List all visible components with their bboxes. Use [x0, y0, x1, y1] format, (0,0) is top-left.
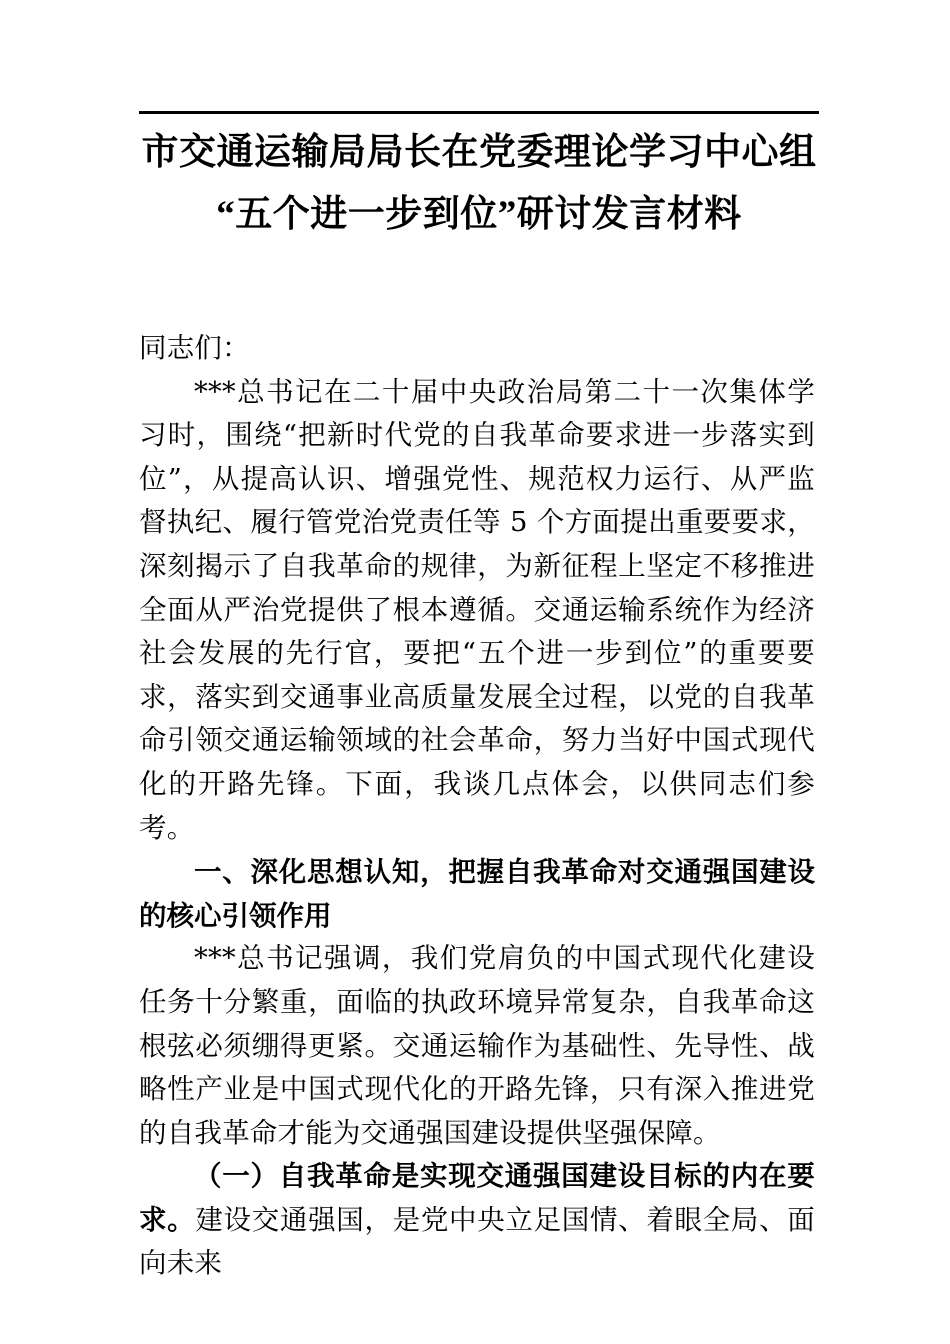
- subsection-body-text: 建设交通强国，是党中央立足国情、着眼全局、面向未来: [139, 1203, 815, 1280]
- salutation: 同志们：: [139, 332, 250, 364]
- document-title: [139, 122, 819, 246]
- section-heading-1: 一、深化思想认知，把握自我革命对交通强国建设的核心引领作用: [139, 856, 815, 931]
- paragraph-section1-body: ***总书记强调，我们党肩负的中国式现代化建设任务十分繁重，面临的执政环境异常复杂，自我革命这根弦必须绷得更紧。交通运输作为基础性、先导性、战略性产业是中国式现代化的开路先锋，只有深入推进党的自我革命才能为交通强国建设提供坚强保障。: [139, 942, 815, 1149]
- document-title-line-1: 市交通运输局局长在党委理论学习中心组: [141, 132, 817, 173]
- subsection-label: （一）自我革命是实现交通强国建设目标的内在要求。: [139, 1160, 815, 1236]
- paragraph-intro: ***总书记在二十届中央政治局第二十一次集体学习时，围绕“把新时代党的自我革命要求进一步落实到位”，从提高认识、增强党性、规范权力运行、从严监督执纪、履行管党治党责任等 5 个方面提出重要要求，深刻揭示了自我革命的规律，为新征程上坚定不移推进全面从严治党提供了根本遵循。交通运输系统作为经济社会发展的先行官，要把“五个进一步到位”的重要要求，落实到交通事业高质量发展全过程，以党的自我革命引领交通运输领域的社会革命，努力当好中国式现代化的开路先锋。下面，我谈几点体会，以供同志们参考。: [139, 375, 815, 844]
- subsection-paragraph: [139, 1155, 815, 1286]
- document-body: [139, 327, 815, 1286]
- document-title-line-2: “五个进一步到位”研讨发言材料: [216, 194, 742, 235]
- header-divider-rule: [139, 111, 819, 114]
